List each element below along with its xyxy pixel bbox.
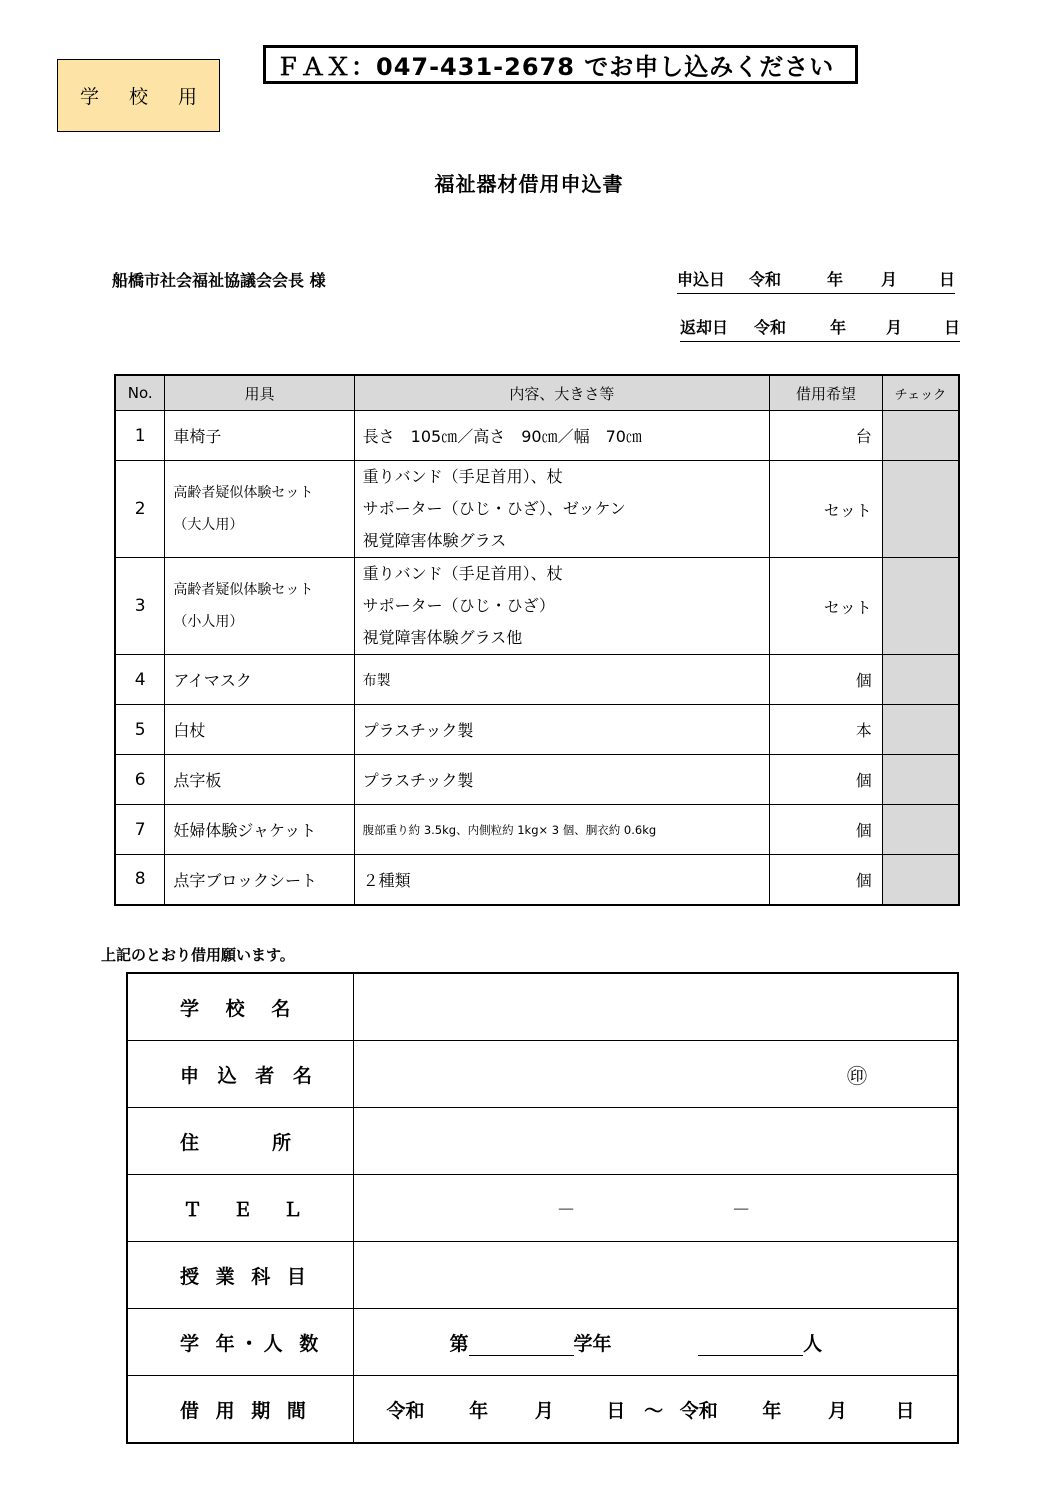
return-date-month: 月 bbox=[886, 318, 903, 337]
page-title: 福祉器材借用申込書 bbox=[434, 172, 624, 196]
applicant-form bbox=[126, 972, 959, 1444]
school-label-text: 学 校 名 bbox=[180, 997, 301, 1020]
form-row bbox=[127, 1108, 958, 1175]
period-end-year: 年 bbox=[762, 1399, 782, 1422]
item-name: 点字板 bbox=[165, 755, 354, 805]
return-date-year: 年 bbox=[830, 318, 847, 337]
school-field[interactable] bbox=[353, 973, 958, 1041]
item-no: 7 bbox=[115, 805, 165, 855]
table-row bbox=[115, 705, 959, 755]
item-check[interactable] bbox=[882, 805, 959, 855]
item-unit[interactable]: セット bbox=[770, 558, 883, 655]
return-date-day: 日 bbox=[944, 318, 961, 337]
item-unit[interactable]: 本 bbox=[770, 705, 883, 755]
item-no: 6 bbox=[115, 755, 165, 805]
header-content: 内容、大きさ等 bbox=[354, 375, 769, 411]
table-header-row bbox=[115, 375, 959, 411]
table-row bbox=[115, 855, 959, 905]
tel-dash-2: － bbox=[731, 1198, 751, 1221]
applicant-label bbox=[127, 1041, 353, 1108]
form-row bbox=[127, 1309, 958, 1376]
tel-label bbox=[127, 1175, 353, 1242]
apply-date-year: 年 bbox=[827, 270, 844, 289]
people-blank[interactable] bbox=[698, 1355, 803, 1356]
period-label-text: 借 用 期 間 bbox=[180, 1399, 311, 1422]
item-unit[interactable]: 個 bbox=[770, 755, 883, 805]
return-date-era: 令和 bbox=[754, 318, 787, 337]
item-content bbox=[354, 558, 769, 655]
header-item: 用具 bbox=[165, 375, 354, 411]
equipment-table bbox=[114, 374, 960, 906]
item-content: 布製 bbox=[354, 655, 769, 705]
item-name: アイマスク bbox=[165, 655, 354, 705]
table-row bbox=[115, 411, 959, 461]
apply-date-day: 日 bbox=[939, 270, 956, 289]
period-tilde: ～ bbox=[644, 1399, 664, 1422]
content-line: 重りバンド（手足首用）、杖 bbox=[362, 467, 563, 486]
period-field[interactable] bbox=[353, 1376, 958, 1444]
item-check[interactable] bbox=[882, 705, 959, 755]
item-name-sub: （小人用） bbox=[173, 614, 244, 630]
item-content: プラスチック製 bbox=[354, 705, 769, 755]
period-end-month: 月 bbox=[827, 1399, 847, 1422]
address-label bbox=[127, 1108, 353, 1175]
content-line: サポーター（ひじ・ひざ）、ゼッケン bbox=[362, 499, 626, 518]
content-line: 重りバンド（手足首用）、杖 bbox=[362, 564, 563, 583]
period-start-day: 日 bbox=[606, 1399, 626, 1422]
item-no: 4 bbox=[115, 655, 165, 705]
item-name: 点字ブロックシート bbox=[165, 855, 354, 905]
table-row bbox=[115, 558, 959, 655]
item-unit[interactable]: 台 bbox=[770, 411, 883, 461]
item-name: 白杖 bbox=[165, 705, 354, 755]
seal-mark: ㊞ bbox=[847, 1063, 867, 1088]
item-content: ２種類 bbox=[354, 855, 769, 905]
apply-date-era: 令和 bbox=[749, 270, 782, 289]
item-unit[interactable]: 個 bbox=[770, 655, 883, 705]
item-unit[interactable]: セット bbox=[770, 461, 883, 558]
period-label bbox=[127, 1376, 353, 1444]
fax-banner: ＦＡＸ：047-431-2678 でお申し込みください bbox=[263, 45, 858, 84]
item-unit[interactable]: 個 bbox=[770, 855, 883, 905]
apply-date[interactable] bbox=[677, 267, 955, 294]
item-check[interactable] bbox=[882, 558, 959, 655]
content-line: 視覚障害体験グラス他 bbox=[362, 628, 523, 647]
item-name-sub: （大人用） bbox=[173, 517, 244, 533]
form-row bbox=[127, 1242, 958, 1309]
item-content: 長さ 105㎝／高さ 90㎝／幅 70㎝ bbox=[354, 411, 769, 461]
grade-prefix: 第 bbox=[449, 1332, 469, 1355]
grade-field[interactable] bbox=[353, 1309, 958, 1376]
subject-label-text: 授 業 科 目 bbox=[180, 1265, 311, 1288]
form-row bbox=[127, 1376, 958, 1444]
subject-field[interactable] bbox=[353, 1242, 958, 1309]
period-start-era: 令和 bbox=[386, 1399, 425, 1422]
item-content: プラスチック製 bbox=[354, 755, 769, 805]
request-note: 上記のとおり借用願います。 bbox=[101, 946, 295, 964]
table-row bbox=[115, 461, 959, 558]
period-end-era: 令和 bbox=[679, 1399, 718, 1422]
item-name-line: 高齢者疑似体験セット bbox=[173, 485, 314, 501]
header-no: No. bbox=[115, 375, 165, 411]
apply-date-month: 月 bbox=[881, 270, 898, 289]
school-label bbox=[127, 973, 353, 1041]
period-start-month: 月 bbox=[534, 1399, 554, 1422]
header-request: 借用希望 bbox=[770, 375, 883, 411]
item-no: 3 bbox=[115, 558, 165, 655]
item-check[interactable] bbox=[882, 855, 959, 905]
period-end-day: 日 bbox=[895, 1399, 915, 1422]
table-row bbox=[115, 655, 959, 705]
tel-field[interactable] bbox=[353, 1175, 958, 1242]
school-use-badge: 学 校 用 bbox=[57, 59, 220, 132]
item-check[interactable] bbox=[882, 461, 959, 558]
grade-blank[interactable] bbox=[469, 1355, 574, 1356]
item-name bbox=[165, 558, 354, 655]
item-no: 1 bbox=[115, 411, 165, 461]
tel-dash-1: － bbox=[556, 1198, 576, 1221]
applicant-field[interactable] bbox=[353, 1041, 958, 1108]
address-field[interactable] bbox=[353, 1108, 958, 1175]
item-content bbox=[354, 461, 769, 558]
address-label-text: 住 所 bbox=[180, 1131, 296, 1154]
apply-date-label: 申込日 bbox=[677, 270, 726, 289]
item-unit[interactable]: 個 bbox=[770, 805, 883, 855]
return-date-label: 返却日 bbox=[680, 318, 729, 337]
tel-label-text: Ｔ Ｅ Ｌ bbox=[183, 1198, 309, 1221]
item-no: 2 bbox=[115, 461, 165, 558]
people-suffix: 人 bbox=[803, 1332, 823, 1355]
recipient: 船橋市社会福祉協議会会長 様 bbox=[112, 271, 326, 290]
period-start-year: 年 bbox=[469, 1399, 489, 1422]
header-check: チェック bbox=[882, 375, 959, 411]
subject-label bbox=[127, 1242, 353, 1309]
table-row bbox=[115, 805, 959, 855]
grade-label-text: 学 年・人 数 bbox=[180, 1332, 324, 1355]
content-line: 視覚障害体験グラス bbox=[362, 531, 507, 550]
item-check[interactable] bbox=[882, 411, 959, 461]
item-no: 8 bbox=[115, 855, 165, 905]
item-check[interactable] bbox=[882, 655, 959, 705]
applicant-label-text: 申 込 者 名 bbox=[180, 1064, 318, 1087]
item-name: 妊婦体験ジャケット bbox=[165, 805, 354, 855]
content-line: サポーター（ひじ・ひざ） bbox=[362, 596, 555, 615]
form-row bbox=[127, 1041, 958, 1108]
item-check[interactable] bbox=[882, 755, 959, 805]
item-content: 腹部重り約 3.5kg、内側粒約 1kg× 3 個、胴衣約 0.6kg bbox=[354, 805, 769, 855]
item-name-line: 高齢者疑似体験セット bbox=[173, 582, 314, 598]
table-row bbox=[115, 755, 959, 805]
item-name bbox=[165, 461, 354, 558]
grade-suffix: 学年 bbox=[573, 1332, 612, 1355]
form-row bbox=[127, 973, 958, 1041]
item-no: 5 bbox=[115, 705, 165, 755]
form-row bbox=[127, 1175, 958, 1242]
item-name: 車椅子 bbox=[165, 411, 354, 461]
return-date[interactable] bbox=[680, 315, 960, 342]
grade-label bbox=[127, 1309, 353, 1376]
